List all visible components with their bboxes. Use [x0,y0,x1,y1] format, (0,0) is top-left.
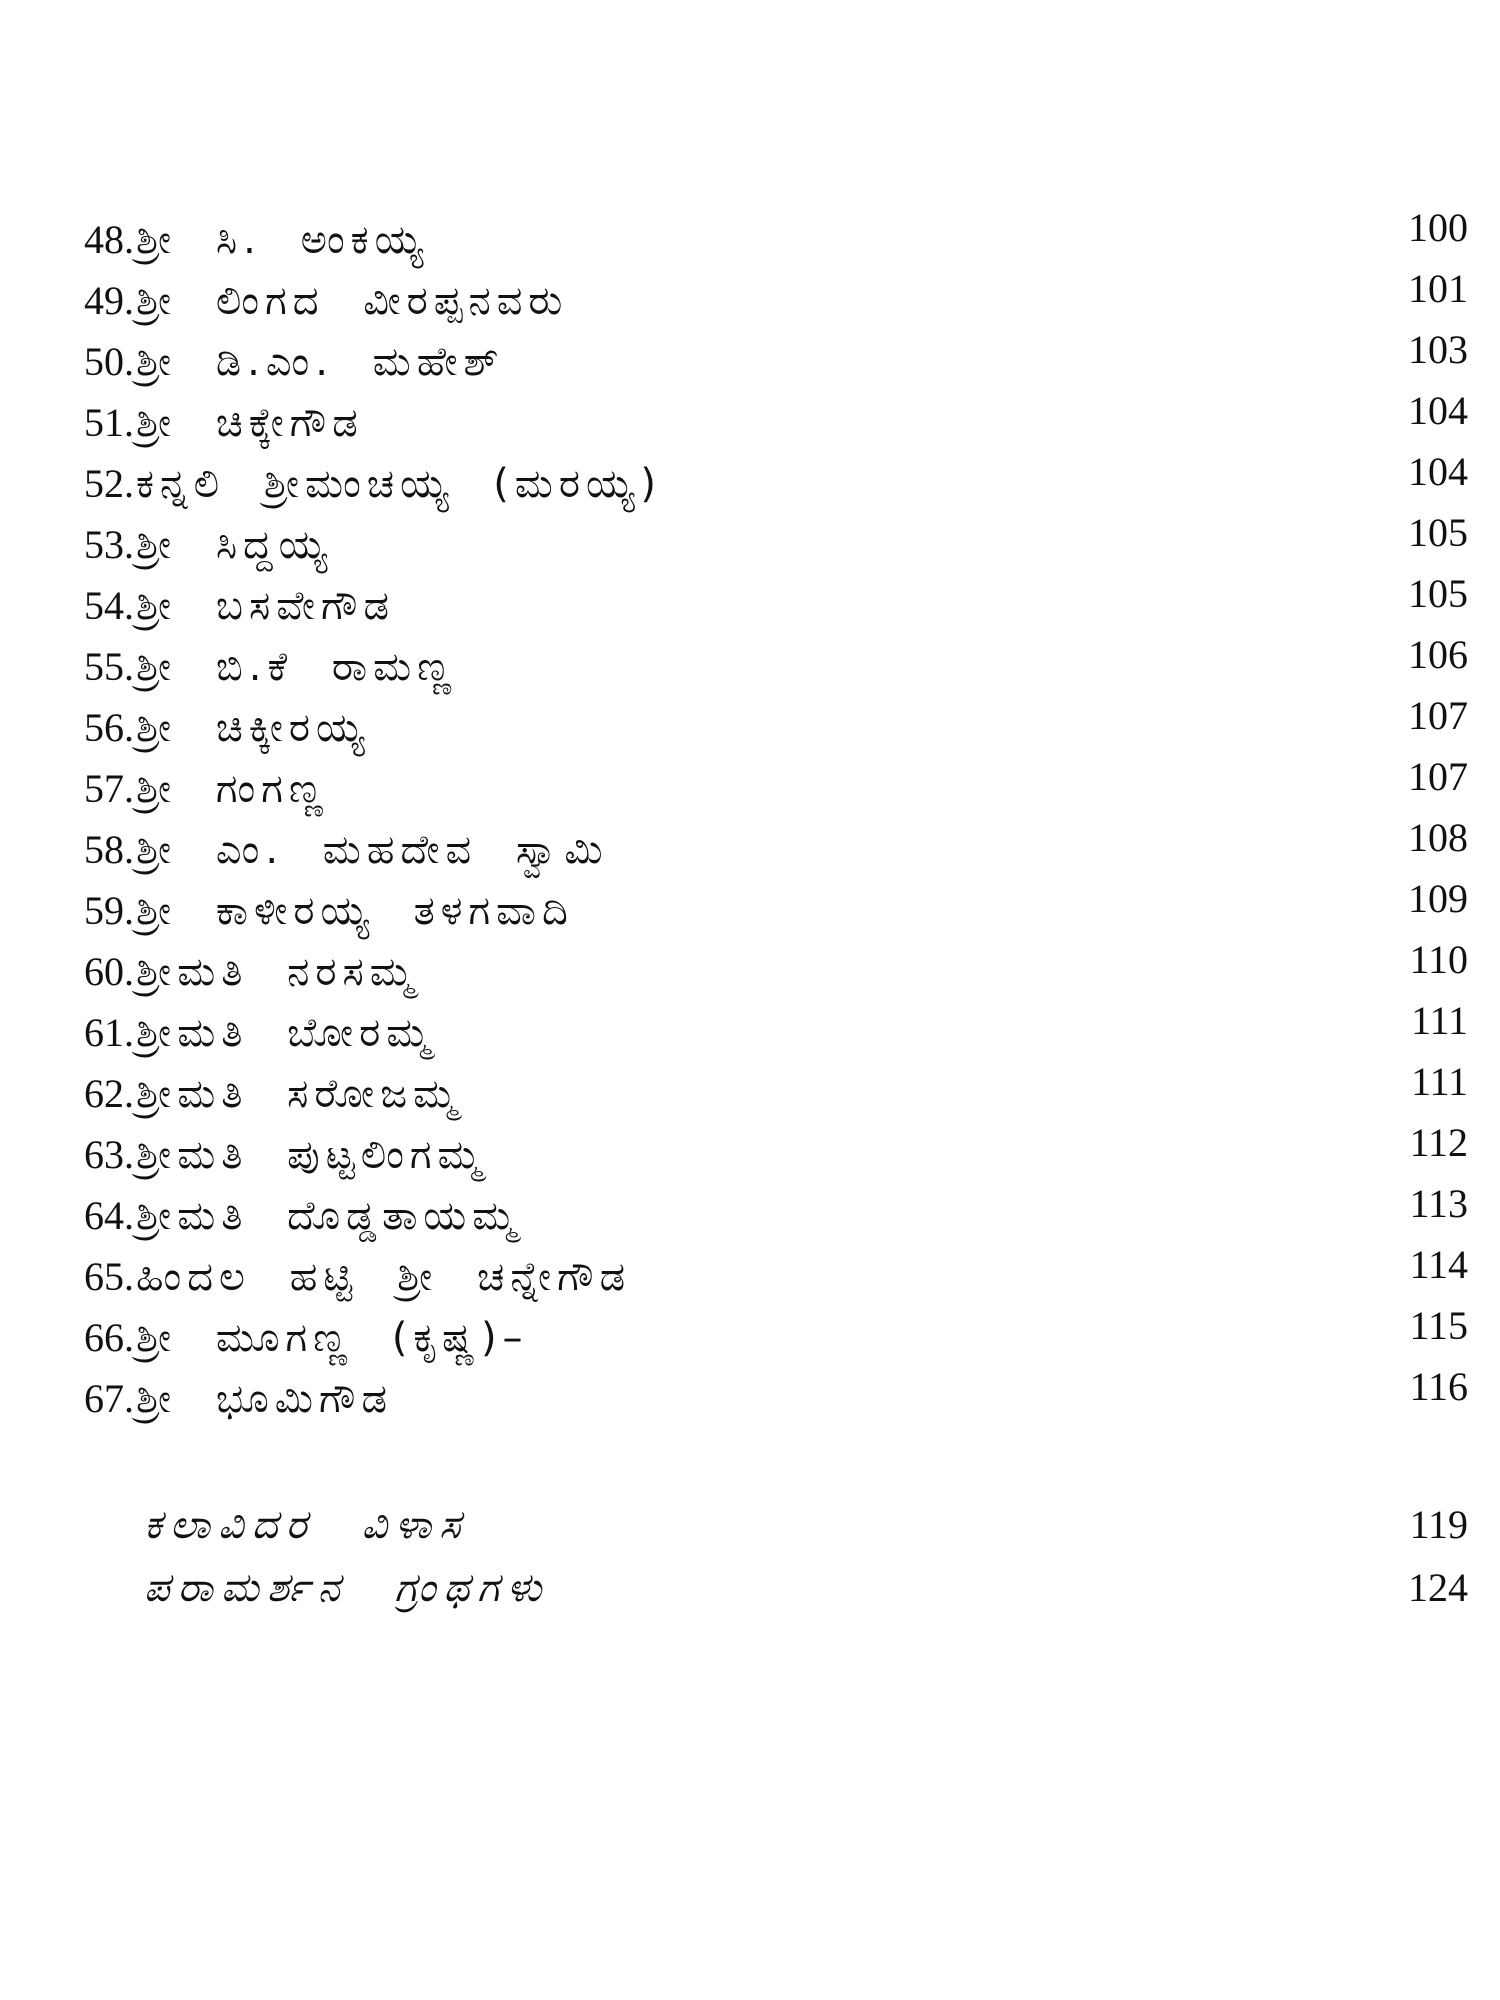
toc-entry [48,1303,1468,1368]
entry-number: 55. [84,644,134,689]
entry-title: ಶ್ರೀ ಭೂಮಿಗೌಡ [136,1376,393,1422]
entry-title: ಹಿಂದಲ ಹಟ್ಟಿ ಶ್ರೀ ಚನ್ನೇಗೌಡ [136,1254,632,1300]
toc-entry [48,815,1468,880]
entry-number: 65. [84,1254,134,1299]
entry-page-number: 111 [1410,998,1468,1043]
toc-entry [48,693,1468,758]
appendix-entry [48,1497,1468,1555]
toc-entry [48,1059,1468,1124]
entry-number: 62. [84,1071,134,1116]
toc-entry [48,327,1468,392]
appendix-title: ಕಲಾವಿದರ ವಿಳಾಸ [144,1502,469,1548]
entry-page-number: 110 [1409,937,1468,982]
toc-entry [48,1364,1468,1429]
entry-page-number: 107 [1408,754,1468,799]
entry-title: ಶ್ರೀ ಬಿ.ಕೆ ರಾಮಣ್ಣ [136,644,458,690]
entry-title: ಶ್ರೀಮತಿ ನರಸಮ್ಮ [136,949,420,995]
entry-number: 50. [84,339,134,384]
entry-page-number: 106 [1408,632,1468,677]
entry-page-number: 111 [1410,1059,1468,1104]
entry-number: 54. [84,583,134,628]
entry-title: ಶ್ರೀ ಚಿಕ್ಕೀರಯ್ಯ [136,705,371,751]
entry-number: 52. [84,461,134,506]
entry-title: ಶ್ರೀ ಲಿಂಗದ ವೀರಪ್ಪನವರು [136,278,569,324]
entry-page-number: 114 [1409,1242,1468,1287]
entry-title: ಶ್ರೀ ಡಿ.ಎಂ. ಮಹೇಶ್ [136,339,505,385]
entry-title: ಶ್ರೀಮತಿ ದೊಡ್ಡತಾಯಮ್ಮ [136,1193,522,1239]
entry-page-number: 109 [1408,876,1468,921]
toc-entry [48,937,1468,1002]
entry-page-number: 108 [1408,815,1468,860]
entry-page-number: 107 [1408,693,1468,738]
appendix-page-number: 119 [1409,1502,1468,1547]
entry-number: 63. [84,1132,134,1177]
entry-title: ಶ್ರೀ ಚಿಕ್ಕೇಗೌಡ [136,400,364,446]
entry-number: 57. [84,766,134,811]
entry-title: ಶ್ರೀ ಸಿದ್ದಯ್ಯ [136,522,333,568]
entry-page-number: 105 [1408,510,1468,555]
entry-number: 61. [84,1010,134,1055]
entry-number: 60. [84,949,134,994]
entry-number: 49. [84,278,134,323]
entry-page-number: 104 [1408,388,1468,433]
appendix-title: ಪರಾಮರ್ಶನ ಗ್ರಂಥಗಳು [144,1565,550,1611]
toc-entry [48,1242,1468,1307]
toc-entry [48,998,1468,1063]
toc-entry [48,571,1468,636]
toc-entry [48,876,1468,941]
entry-number: 59. [84,888,134,933]
entry-title: ಶ್ರೀ ಎಂ. ಮಹದೇವ ಸ್ವಾಮಿ [136,827,609,873]
toc-entry [48,388,1468,453]
entry-page-number: 103 [1408,327,1468,372]
entry-number: 67. [84,1376,134,1421]
entry-title: ಶ್ರೀ ಮೂಗಣ್ಣ (ಕೃಷ್ಣ)– [136,1315,529,1361]
toc-entry [48,266,1468,331]
entry-title: ಕನ್ನಲಿ ಶ್ರೀಮಂಚಯ್ಯ (ಮರಯ್ಯ) [136,461,662,507]
entry-page-number: 112 [1409,1120,1468,1165]
toc-entry [48,1120,1468,1185]
entry-page-number: 116 [1409,1364,1468,1409]
entry-title: ಶ್ರೀ ಗಂಗಣ್ಣ [136,766,329,812]
entry-page-number: 101 [1408,266,1468,311]
entry-title: ಶ್ರೀ ಬಸವೇಗೌಡ [136,583,396,629]
entry-title: ಶ್ರೀ ಸಿ. ಅಂಕಯ್ಯ [136,217,430,263]
toc-entry [48,754,1468,819]
toc-entry [48,510,1468,575]
entry-number: 58. [84,827,134,872]
toc-entry [48,205,1468,270]
entry-number: 51. [84,400,134,445]
entry-number: 48. [84,217,134,262]
entry-number: 66. [84,1315,134,1360]
entry-number: 64. [84,1193,134,1238]
toc-entry [48,449,1468,514]
entry-page-number: 105 [1408,571,1468,616]
entry-title: ಶ್ರೀಮತಿ ಸರೋಜಮ್ಮ [136,1071,463,1117]
appendix-entry [48,1560,1468,1618]
entry-number: 56. [84,705,134,750]
entry-title: ಶ್ರೀಮತಿ ಪುಟ್ಟಲಿಂಗಮ್ಮ [136,1132,488,1178]
entry-page-number: 115 [1409,1303,1468,1348]
entry-page-number: 113 [1409,1181,1468,1226]
entry-page-number: 100 [1408,205,1468,250]
entry-page-number: 104 [1408,449,1468,494]
entry-title: ಶ್ರೀ ಕಾಳೀರಯ್ಯ ತಳಗವಾದಿ [136,888,574,934]
toc-entry [48,1181,1468,1246]
entry-number: 53. [84,522,134,567]
appendix-page-number: 124 [1408,1565,1468,1610]
toc-entry [48,632,1468,697]
entry-title: ಶ್ರೀಮತಿ ಬೋರಮ್ಮ [136,1010,436,1056]
